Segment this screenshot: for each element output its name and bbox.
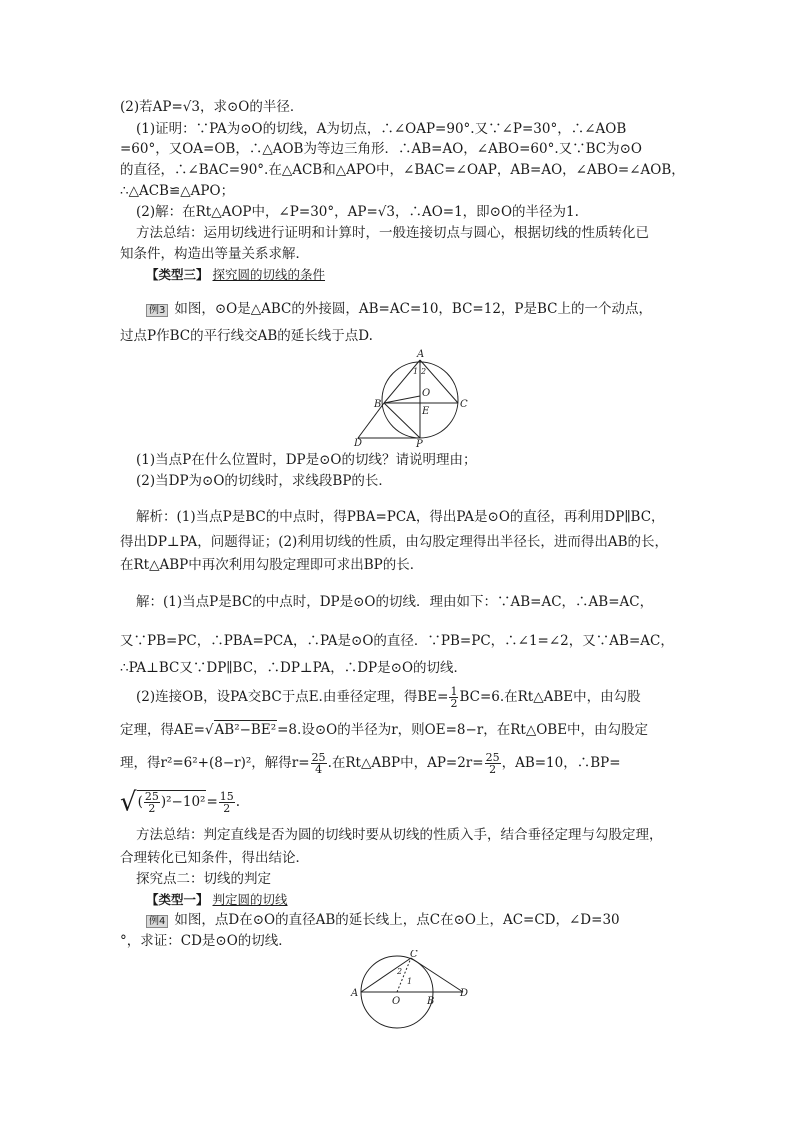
label-d: D — [354, 438, 363, 448]
fraction-numerator: 1 — [450, 685, 458, 698]
label-p: P — [416, 439, 423, 448]
label-c: C — [460, 399, 468, 410]
text-line — [120, 787, 241, 818]
text-segment: )²−10² — [160, 794, 206, 810]
example-label: 例4 — [146, 915, 168, 928]
heading-title: 判定圆的切线 — [212, 892, 288, 907]
segment-ac — [361, 958, 411, 992]
fraction-denominator: 2 — [450, 697, 458, 710]
example-text: 如图，⊙O是△ABC的外接圆，AB=AC=10，BC=12，P是BC上的一个动点， — [174, 301, 653, 317]
text-line: ∴PA⊥BC又∵DP∥BC，∴DP⊥PA，∴DP是⊙O的切线． — [120, 660, 468, 676]
label-d: D — [460, 988, 469, 999]
text-line: (2)当DP为⊙O的切线时，求线段BP的长． — [136, 473, 392, 489]
text-line: °，求证：CD是⊙O的切线． — [120, 933, 292, 949]
text-segment: 定理，得AE= — [120, 722, 205, 738]
text-segment: ( — [137, 794, 143, 810]
heading-title: 探究圆的切线的条件 — [212, 267, 326, 282]
radicand: AB²−BE² — [214, 722, 277, 738]
text-line: 方法总结：判定直线是否为圆的切线时要从切线的性质入手，结合垂径定理与勾股定理， — [136, 827, 663, 843]
text-line: 知条件，构造出等量关系求解． — [120, 246, 309, 262]
text-line: 过点P作BC的平行线交AB的延长线于点D. — [120, 328, 373, 344]
label-e: E — [422, 406, 430, 417]
fraction-numerator: 15 — [219, 790, 234, 803]
fraction — [485, 752, 501, 775]
example-line — [146, 300, 652, 318]
fraction — [449, 686, 458, 709]
sqrt-icon: √ — [204, 722, 214, 738]
text-segment: 理，得r²=6²+(8−r)²，解得r= — [120, 755, 310, 771]
figure-circle-triangle — [350, 348, 480, 448]
heading-bracket: 【类型三】 — [146, 267, 209, 282]
text-segment: =8.设⊙O的半径为r，则OE=8−r，在Rt△OBE中，由勾股定 — [277, 722, 649, 738]
label-a: A — [417, 349, 425, 360]
text-segment: .在Rt△ABP中，AP=2r= — [327, 755, 484, 771]
label-o: O — [392, 996, 401, 1007]
fraction-numerator: 25 — [144, 790, 159, 803]
text-line — [120, 752, 621, 775]
text-line: ∴△ACB≌△APO； — [120, 183, 235, 199]
label-a: A — [351, 988, 359, 999]
figure-circle-tangent — [345, 950, 485, 1032]
text-line: (1)证明：∵PA为⊙O的切线，A为切点，∴∠OAP=90°.又∵∠P=30°，∴∠AOB — [136, 121, 627, 137]
segment-cd — [411, 958, 463, 992]
label-o: O — [422, 388, 431, 399]
fraction — [311, 752, 327, 775]
text-line: 又∵PB=PC，∴PBA=PCA，∴PA是⊙O的直径．∵PB=PC，∴∠1=∠2，又∵AB=AC， — [120, 633, 674, 649]
label-2: 2 — [421, 367, 427, 376]
fraction — [144, 791, 160, 814]
text-segment: . — [235, 794, 241, 810]
text-segment: BC=6.在Rt△ABE中，由勾股 — [459, 689, 641, 705]
text-segment: ，AB=10，∴BP= — [501, 755, 621, 771]
example-label: 例3 — [146, 304, 168, 317]
fraction-denominator: 2 — [489, 763, 497, 776]
text-line — [120, 720, 648, 739]
text-segment: (2)连接OB，设PA交BC于点E.由垂径定理，得BE= — [136, 689, 449, 705]
fraction-denominator: 2 — [223, 802, 231, 815]
text-line: =60°，又OA=OB，∴△AOB为等边三角形．∴AB=AO，∠ABO=60°.又∵BC为⊙O — [120, 141, 642, 157]
section-heading — [146, 891, 288, 909]
text-line: 探究点二：切线的判定 — [136, 871, 271, 887]
text-line: 合理转化已知条件，得出结论． — [120, 850, 309, 866]
section-heading — [146, 266, 325, 284]
label-b: B — [374, 399, 382, 410]
label-b: B — [427, 996, 435, 1007]
label-c: C — [410, 950, 418, 960]
label-2: 2 — [397, 967, 403, 976]
fraction-numerator: 25 — [311, 751, 326, 764]
text-line: (2)若AP=√3，求⊙O的半径． — [120, 99, 304, 115]
text-line: 解析：(1)当点P是BC的中点时，得PBA=PCA，得出PA是⊙O的直径，再利用DP∥BC， — [136, 509, 665, 525]
heading-bracket: 【类型一】 — [146, 892, 209, 907]
radicand — [137, 790, 207, 814]
text-line: 方法总结：运用切线进行证明和计算时，一般连接切点与圆心，根据切线的性质转化已 — [136, 225, 649, 241]
sqrt-icon: √ — [120, 787, 137, 818]
example-line — [146, 911, 620, 929]
text-line: (1)当点P在什么位置时，DP是⊙O的切线？请说明理由； — [136, 452, 477, 468]
text-segment: = — [206, 794, 218, 810]
text-line: 的直径，∴∠BAC=90°.在△ACB和△APO中，∠BAC=∠OAP，AB=AO，∠ABO=∠AOB， — [120, 162, 685, 178]
label-1: 1 — [407, 977, 413, 986]
text-line: 在Rt△ABP中再次利用勾股定理即可求出BP的长． — [120, 557, 424, 573]
segment-bp — [384, 403, 420, 438]
label-1: 1 — [413, 367, 419, 376]
text-line — [136, 686, 641, 709]
text-line: 得出DP⊥PA，问题得证；(2)利用切线的性质，由勾股定理得出半径长，进而得出AB的长， — [120, 534, 668, 550]
text-line: (2)解：在Rt△AOP中，∠P=30°，AP=√3，∴AO=1，即⊙O的半径为1. — [136, 204, 579, 220]
text-line: 解：(1)当点P是BC的中点时，DP是⊙O的切线．理由如下：∵AB=AC，∴AB=AC， — [136, 594, 654, 610]
fraction — [219, 791, 235, 814]
fraction-denominator: 4 — [315, 763, 323, 776]
example-text: 如图，点D在⊙O的直径AB的延长线上，点C在⊙O上，AC=CD，∠D=30 — [174, 912, 620, 928]
fraction-numerator: 25 — [485, 751, 500, 764]
fraction-denominator: 2 — [148, 802, 156, 815]
